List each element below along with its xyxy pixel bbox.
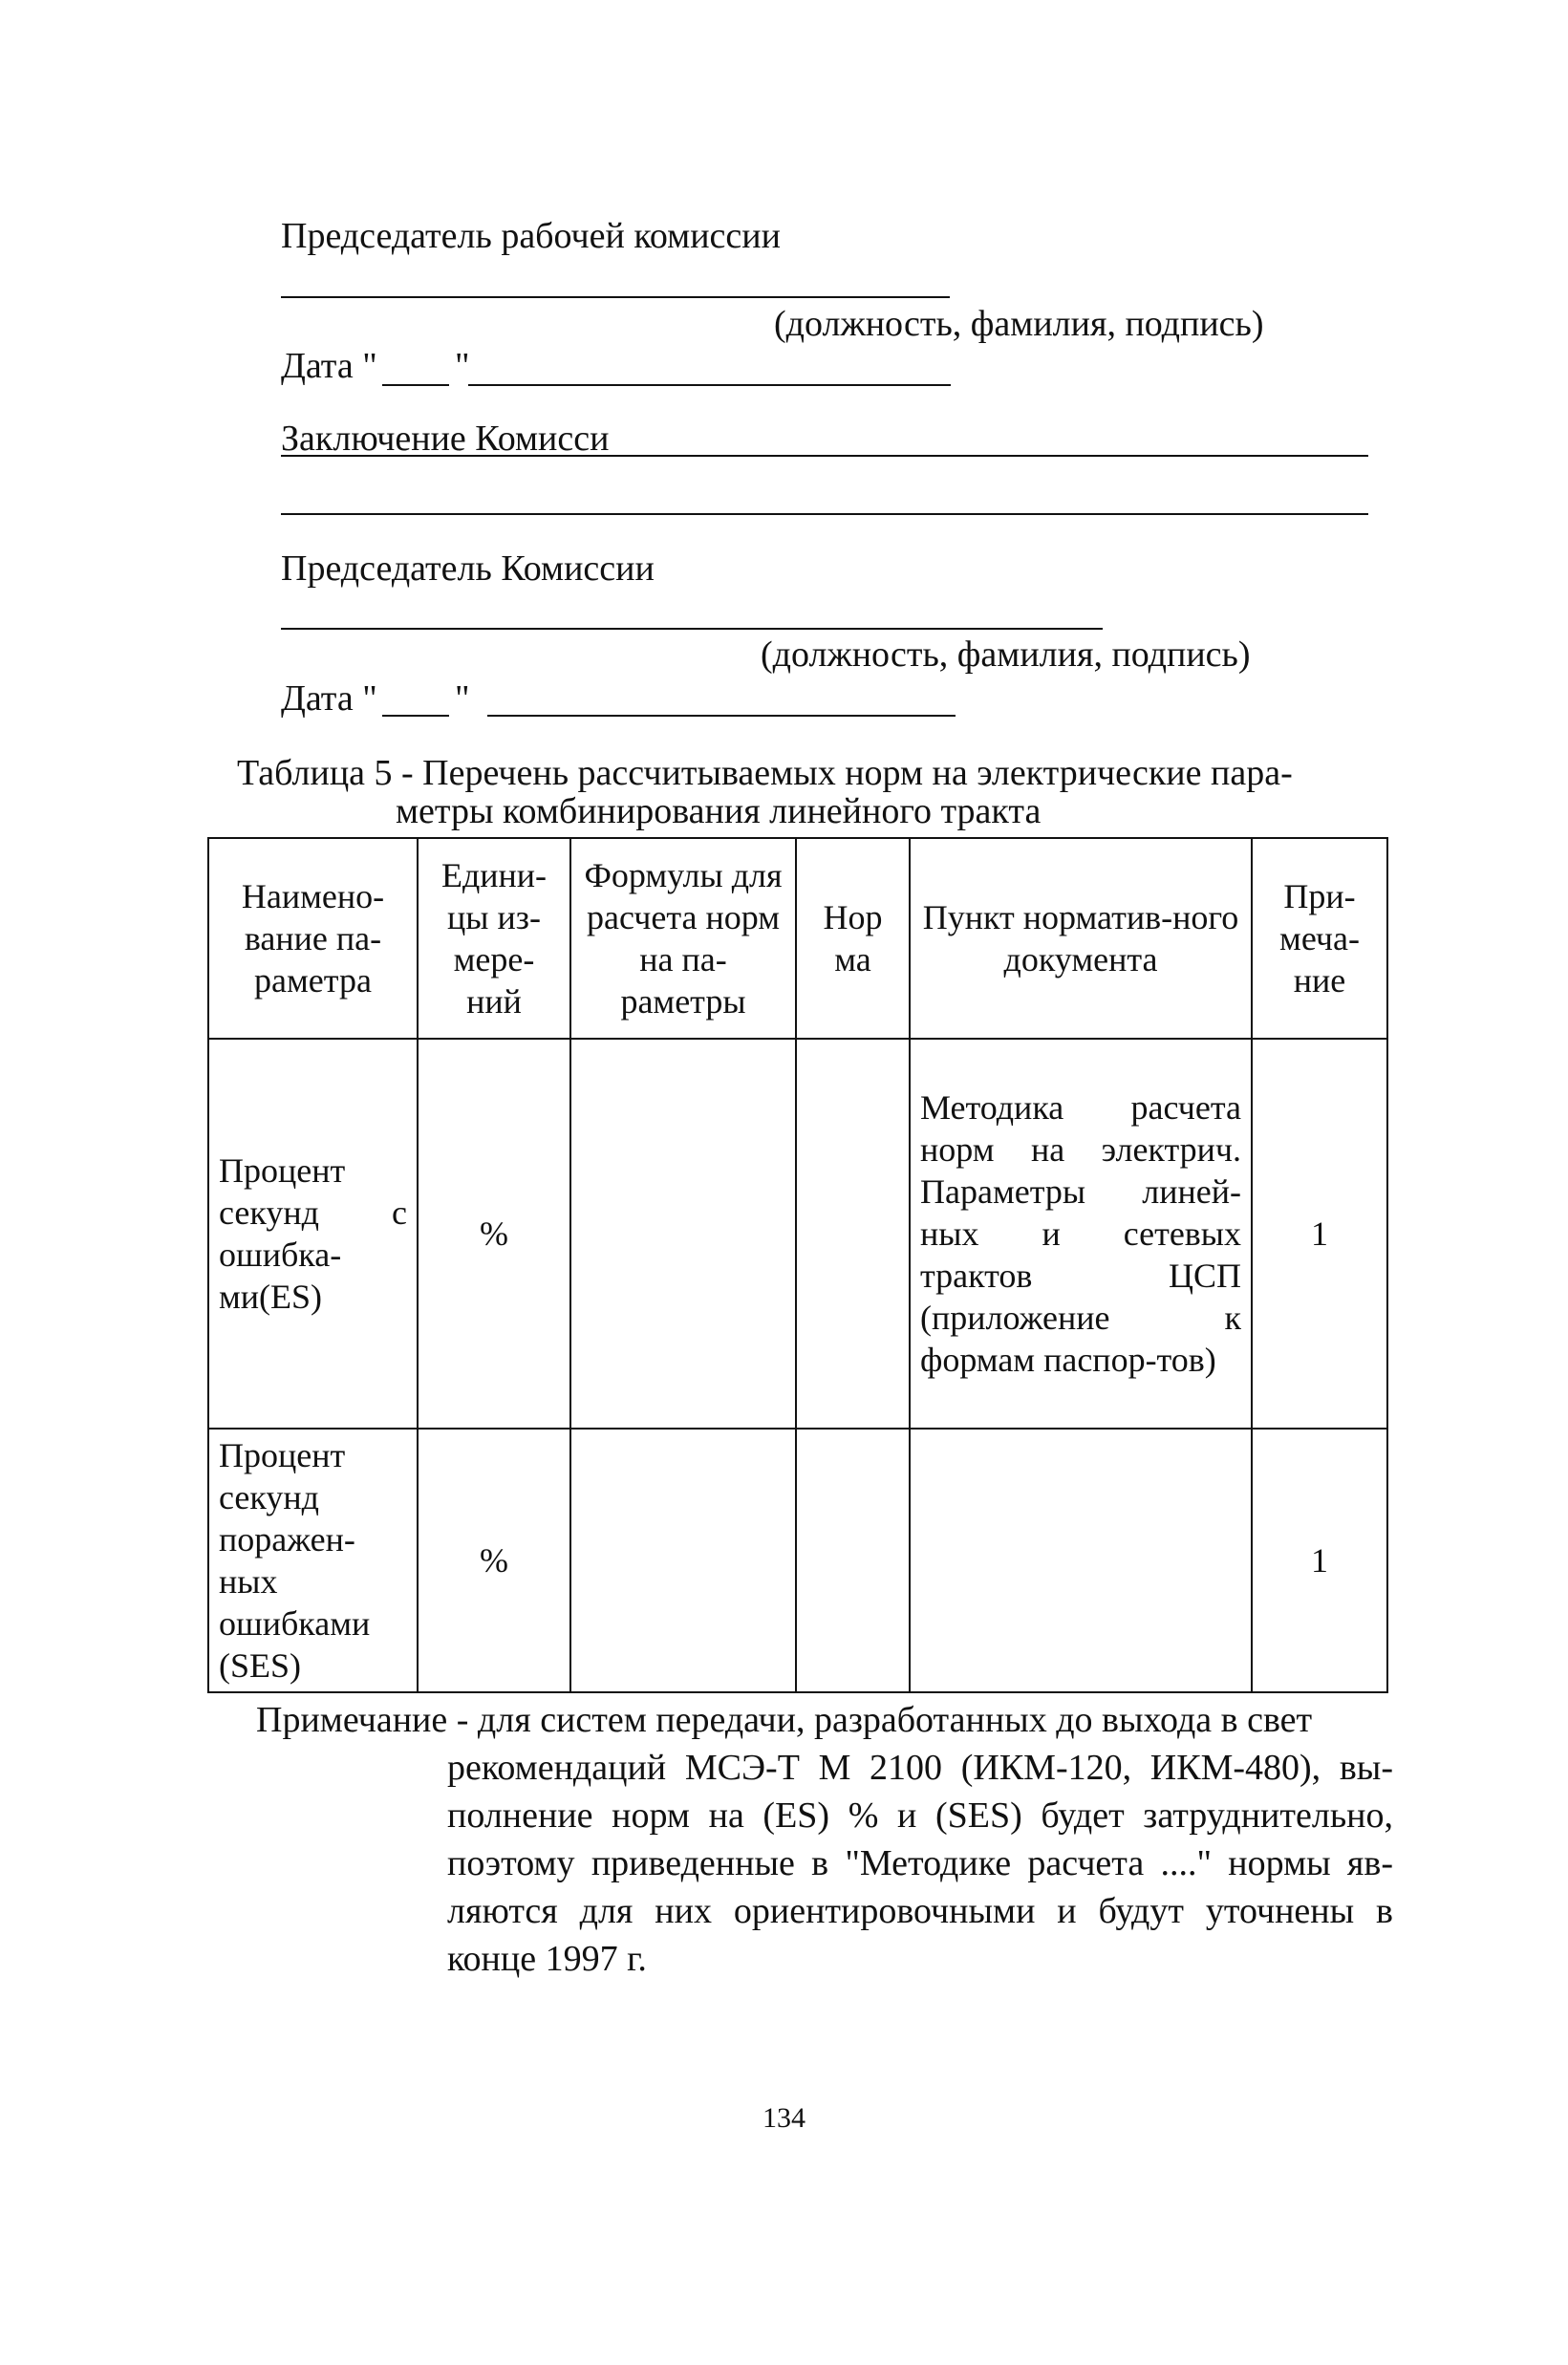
table-caption-line2: метры комбинирования линейного тракта <box>396 791 1042 831</box>
conclusion-line-1 <box>281 455 1368 457</box>
cell-formula <box>570 1429 796 1692</box>
cell-document-clause <box>910 1429 1252 1692</box>
norms-table <box>207 837 1388 1693</box>
cell-unit: % <box>418 1429 570 1692</box>
chairman-working-commission-title: Председатель рабочей комиссии <box>281 216 781 256</box>
date-label-2: Дата " <box>281 678 377 719</box>
cell-formula <box>570 1039 796 1429</box>
signature-line-2 <box>281 628 1103 630</box>
cell-norm <box>796 1429 910 1692</box>
conclusion-label: Заключение Комисси <box>281 419 610 459</box>
cell-note: 1 <box>1252 1429 1387 1692</box>
table-row <box>208 1039 1387 1429</box>
header-formulas: Формулы для расчета норм на па-раметры <box>570 838 796 1039</box>
footnote <box>256 1696 1393 1983</box>
header-note: При-меча-ние <box>1252 838 1387 1039</box>
page-number: 134 <box>763 2102 805 2134</box>
header-parameter-name: Наимено-вание па-раметра <box>208 838 418 1039</box>
footnote-lead: Примечание - для систем передачи, разработанных до выхода в свет <box>256 1700 1313 1740</box>
footnote-body: рекомендаций МСЭ-Т М 2100 (ИКМ-120, ИКМ-480), вы-полнение норм на (ES) % и (SES) будет затруднительно, поэтому приведенные в "Методике расчета ...." нормы яв-ляются для них ориентировочными и будут уточнены в конце 1997 г. <box>447 1748 1393 1979</box>
date-quote: " <box>455 346 470 386</box>
table-caption-line1: Таблица 5 - Перечень рассчитываемых норм на электрические пара- <box>237 753 1293 793</box>
header-norm: Нор ма <box>796 838 910 1039</box>
cell-document-clause: Методика расчета норм на электрич. Параметры линей-ных и сетевых трактов ЦСП (приложение к формам паспор-тов) <box>910 1039 1252 1429</box>
header-document-clause: Пункт норматив-ного документа <box>910 838 1252 1039</box>
header-units: Едини-цы из-мере-ний <box>418 838 570 1039</box>
date-day-line-2 <box>382 715 449 717</box>
date-day-line <box>382 384 449 386</box>
chairman-commission-title: Председатель Комиссии <box>281 548 655 589</box>
table-row <box>208 1429 1387 1692</box>
cell-unit: % <box>418 1039 570 1429</box>
signature-line <box>281 296 950 298</box>
date-line <box>468 384 951 386</box>
date-quote-2: " <box>455 678 470 719</box>
date-label: Дата " <box>281 346 377 386</box>
conclusion-line-2 <box>281 513 1368 515</box>
signature-hint: (должность, фамилия, подпись) <box>774 304 1264 344</box>
cell-norm <box>796 1039 910 1429</box>
cell-parameter-name: Процент секунд с ошибка-ми(ES) <box>208 1039 418 1429</box>
date-line-2 <box>487 715 956 717</box>
cell-parameter-name: Процент секунд поражен-ных ошибками (SES) <box>208 1429 418 1692</box>
table-header-row <box>208 838 1387 1039</box>
signature-hint-2: (должность, фамилия, подпись) <box>761 634 1251 675</box>
cell-note: 1 <box>1252 1039 1387 1429</box>
